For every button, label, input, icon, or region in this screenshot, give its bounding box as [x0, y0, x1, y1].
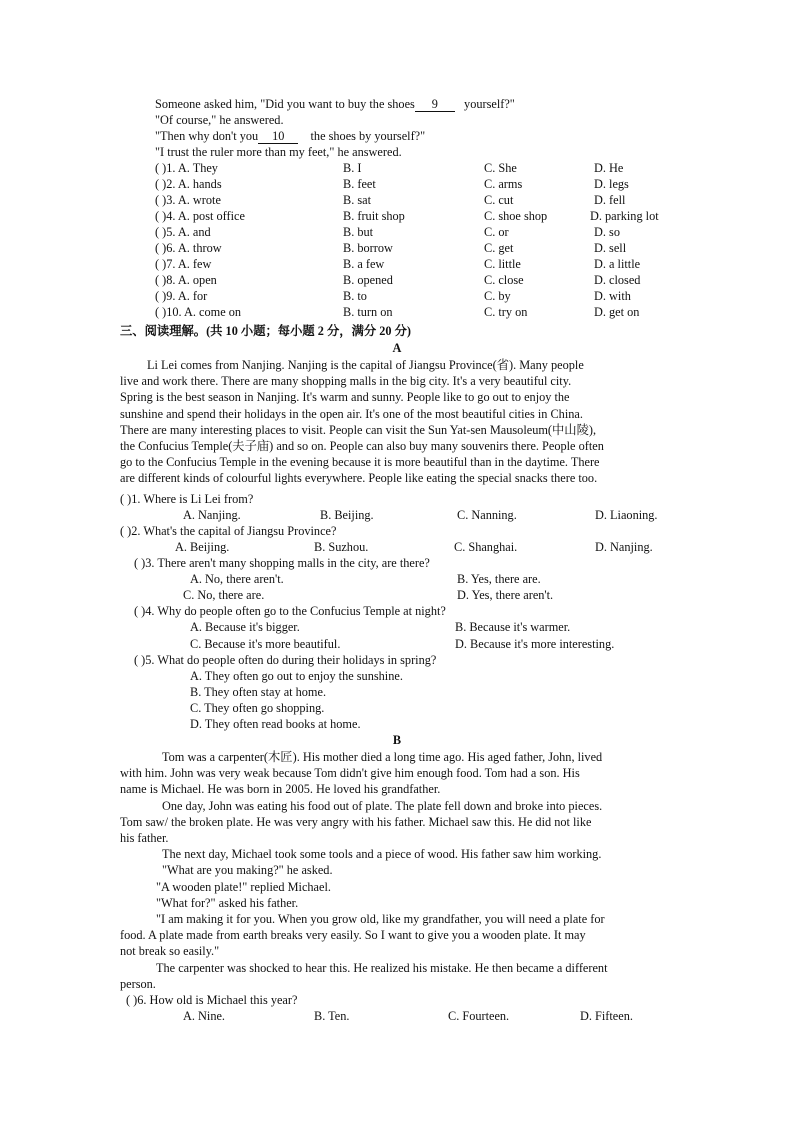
cloze-question-row — [0, 288, 794, 304]
option-c: C. Fourteen. — [448, 1009, 510, 1023]
question-number-option-a: ( )5. A. and — [155, 225, 211, 239]
option-b: B. sat — [343, 193, 372, 207]
option-c: C. Nanning. — [457, 508, 517, 522]
option-b: B. Ten. — [314, 1009, 350, 1023]
question-b6-options — [0, 1008, 794, 1024]
option-c: C. They often go shopping. — [190, 701, 325, 715]
question-number-option-a: ( )3. A. wrote — [155, 193, 221, 207]
option-b: B. a few — [343, 257, 385, 271]
cloze-question-row — [0, 256, 794, 272]
passage-b-line: "I am making it for you. When you grow old, like my grandfather, you will need a plate for — [156, 912, 605, 927]
option-b: B. Suzhou. — [314, 540, 369, 554]
option-b: B. fruit shop — [343, 209, 405, 223]
passage-b-label: B — [392, 733, 402, 747]
passage-b-line: The next day, Michael took some tools and a piece of wood. His father saw him working. — [162, 847, 602, 862]
option-a: A. Because it's bigger. — [190, 620, 300, 634]
option-b: B. turn on — [343, 305, 393, 319]
question-number-option-a: ( )6. A. throw — [155, 241, 222, 255]
cloze-line-3-start: "Then why don't you — [155, 129, 259, 143]
option-b: B. They often stay at home. — [190, 685, 327, 699]
option-c: C. arms — [484, 177, 523, 191]
cloze-line-1-end: yourself?" — [464, 97, 515, 111]
question-number-option-a: ( )4. A. post office — [155, 209, 245, 223]
option-c: C. little — [484, 257, 521, 271]
cloze-line-4: "I trust the ruler more than my feet," he answered. — [155, 145, 402, 159]
question-a5-stem: ( )5. What do people often do during their holidays in spring? — [134, 653, 437, 667]
passage-b-line: One day, John was eating his food out of plate. The plate fell down and broke into pieces. — [162, 798, 603, 813]
cloze-line-1-start: Someone asked him, "Did you want to buy the shoes — [155, 97, 415, 111]
cloze-question-row — [0, 192, 794, 208]
option-d: D. parking lot — [590, 209, 659, 223]
question-a3-stem: ( )3. There aren't many shopping malls in the city, are there? — [134, 556, 430, 570]
blank-10: 10 — [258, 130, 298, 144]
option-d: D. He — [594, 161, 624, 175]
option-c: C. Because it's more beautiful. — [190, 637, 341, 651]
passage-a-label: A — [392, 341, 402, 355]
cloze-question-row — [0, 160, 794, 176]
option-d: D. Liaoning. — [595, 508, 658, 522]
option-c: C. cut — [484, 193, 514, 207]
passage-b-line: "A wooden plate!" replied Michael. — [156, 879, 331, 894]
passage-a-line: go to the Confucius Temple in the evening because it is more beautiful than in the daytime. There — [120, 455, 600, 470]
option-b: B. feet — [343, 177, 376, 191]
question-number-option-a: ( )10. A. come on — [155, 305, 242, 319]
option-d: D. fell — [594, 193, 626, 207]
option-d: D. with — [594, 289, 631, 303]
option-a: A. Nine. — [183, 1009, 226, 1023]
option-b: B. Because it's warmer. — [455, 620, 571, 634]
passage-a-line: sunshine and spend their holidays in the open air. It's one of the most beautiful cities in China. — [120, 406, 583, 421]
question-a3-options-1 — [0, 571, 794, 587]
question-a1-options — [0, 507, 794, 523]
option-b: B. but — [343, 225, 374, 239]
passage-b-line: Tom was a carpenter(木匠). His mother died a long time ago. His aged father, John, lived — [162, 750, 603, 764]
passage-b-line: "What are you making?" he asked. — [162, 863, 333, 878]
option-d: D. Because it's more interesting. — [455, 637, 615, 651]
passage-b-line: his father. — [120, 831, 169, 846]
cloze-question-row — [0, 176, 794, 192]
option-b: B. I — [343, 161, 362, 175]
option-c: C. try on — [484, 305, 528, 319]
option-a: A. Beijing. — [175, 540, 230, 554]
blank-9: 9 — [415, 98, 455, 112]
question-a1-stem: ( )1. Where is Li Lei from? — [120, 492, 254, 506]
section-3-heading: 三、阅读理解。(共 10 小题；每小题 2 分，满分 20 分) — [120, 324, 412, 338]
passage-b-text — [120, 749, 674, 992]
passage-a-line: the Confucius Temple(夫子庙) and so on. People can also buy many souvenirs there. People often — [120, 439, 604, 454]
passage-a-line: are different kinds of colourful lights everywhere. People like eating the special snacks there too. — [120, 471, 598, 486]
question-a4-stem: ( )4. Why do people often go to the Confucius Temple at night? — [134, 604, 446, 618]
passage-a-line: Li Lei comes from Nanjing. Nanjing is the capital of Jiangsu Province(省). Many people — [147, 358, 584, 372]
passage-a-line: There are many interesting places to visit. People can visit the Sun Yat-sen Mausoleum(中山陵), — [120, 422, 597, 437]
option-d: D. Fifteen. — [580, 1009, 633, 1023]
option-d: D. Yes, there aren't. — [457, 588, 554, 602]
option-d: D. Nanjing. — [595, 540, 653, 554]
question-a4-options-2 — [0, 636, 794, 652]
option-d: D. legs — [594, 177, 629, 191]
cloze-question-row — [0, 224, 794, 240]
question-b6-stem: ( )6. How old is Michael this year? — [126, 993, 298, 1007]
cloze-question-row — [0, 272, 794, 288]
passage-b-line: "What for?" asked his father. — [156, 895, 299, 910]
option-a: A. Nanjing. — [183, 508, 241, 522]
option-c: C. or — [484, 225, 509, 239]
question-a4-options-1 — [0, 619, 794, 635]
question-number-option-a: ( )9. A. for — [155, 289, 208, 303]
option-c: C. She — [484, 161, 517, 175]
passage-a-line: Spring is the best season in Nanjing. It's warm and sunny. People like to go out to enjoy the — [120, 390, 570, 405]
passage-b-line: The carpenter was shocked to hear this. He realized his mistake. He then became a different — [156, 960, 608, 975]
cloze-line-3-end: the shoes by yourself?" — [310, 129, 426, 143]
option-b: B. opened — [343, 273, 393, 287]
option-b: B. Yes, there are. — [457, 572, 541, 586]
option-c: C. by — [484, 289, 511, 303]
cloze-question-row — [0, 304, 794, 320]
option-b: B. borrow — [343, 241, 393, 255]
passage-a-text — [120, 357, 674, 487]
question-number-option-a: ( )7. A. few — [155, 257, 212, 271]
cloze-line-3 — [155, 128, 425, 144]
option-c: C. shoe shop — [484, 209, 548, 223]
option-d: D. closed — [594, 273, 641, 287]
option-b: B. to — [343, 289, 367, 303]
option-d: D. sell — [594, 241, 627, 255]
question-a2-options — [0, 539, 794, 555]
option-c: C. Shanghai. — [454, 540, 518, 554]
passage-b-line: not break so easily." — [120, 944, 220, 959]
option-b: B. Beijing. — [320, 508, 374, 522]
option-a: A. No, there aren't. — [190, 572, 284, 586]
passage-b-line: person. — [120, 976, 156, 991]
question-a2-stem: ( )2. What's the capital of Jiangsu Province? — [120, 524, 337, 538]
question-number-option-a: ( )2. A. hands — [155, 177, 222, 191]
option-d: D. so — [594, 225, 620, 239]
cloze-line-1 — [155, 96, 515, 112]
cloze-question-row — [0, 208, 794, 224]
cloze-line-2: "Of course," he answered. — [155, 113, 284, 127]
question-number-option-a: ( )8. A. open — [155, 273, 217, 287]
option-d: D. They often read books at home. — [190, 717, 361, 731]
passage-b-line: name is Michael. He was born in 2005. He loved his grandfather. — [120, 782, 441, 797]
option-c: C. get — [484, 241, 514, 255]
cloze-question-row — [0, 240, 794, 256]
option-c: C. close — [484, 273, 524, 287]
passage-b-line: Tom saw/ the broken plate. He was very angry with his father. Michael saw this. He did not like — [120, 814, 592, 829]
question-number-option-a: ( )1. A. They — [155, 161, 218, 175]
passage-a-line: live and work there. There are many shopping malls in the big city. It's a very beautiful city. — [120, 374, 572, 389]
passage-b-line: with him. John was very weak because Tom didn't give him enough food. Tom had a son. His — [120, 766, 580, 781]
question-a3-options-2 — [0, 587, 794, 603]
passage-b-line: food. A plate made from earth breaks very easily. So I want to give you a wooden plate. It may — [120, 928, 586, 943]
option-c: C. No, there are. — [183, 588, 265, 602]
option-a: A. They often go out to enjoy the sunshine. — [190, 669, 403, 683]
option-d: D. get on — [594, 305, 640, 319]
option-d: D. a little — [594, 257, 641, 271]
